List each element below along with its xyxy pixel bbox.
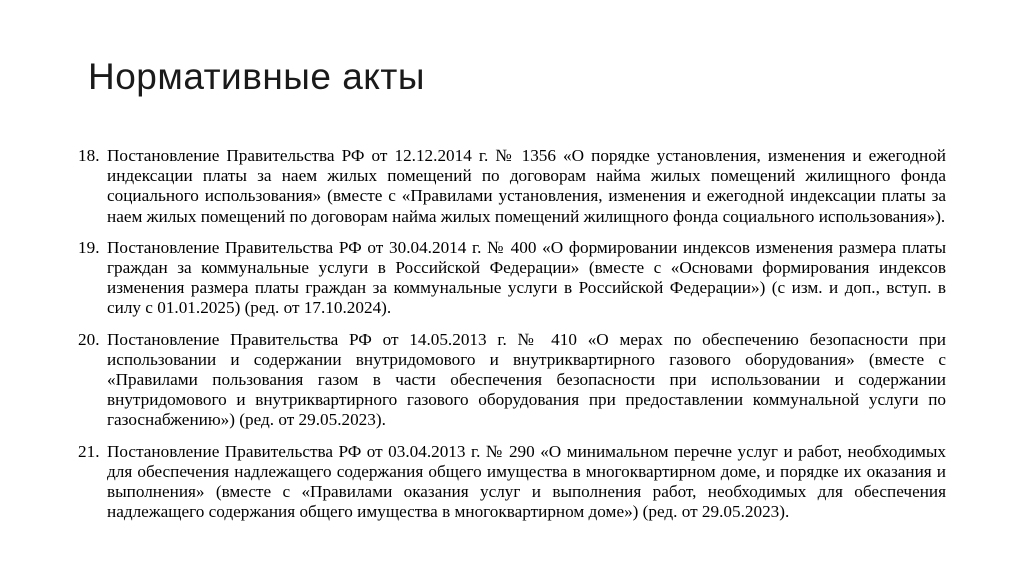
list-item <box>78 238 946 319</box>
acts-list <box>78 146 946 522</box>
list-item-text: Постановление Правительства РФ от 12.12.2014 г. № 1356 «О порядке установления, изменения и ежегодной индексации платы за наем жилых помещений по договорам найма жилых помещений жилищного фонда социального использования» (вместе с «Правилами установления, изменения и ежегодной индексации платы за наем жилых помещений по договорам найма жилых помещений жилищного фонда социального использования»). <box>107 146 946 226</box>
slide-title: Нормативные акты <box>88 56 425 97</box>
list-item <box>78 442 946 523</box>
list-item-number: 18. <box>78 146 100 165</box>
list-item-number: 20. <box>78 329 100 349</box>
list-item-number: 19. <box>78 237 100 257</box>
list-item-text: Постановление Правительства РФ от 14.05.2013 г. № 410 «О мерах по обеспечению безопасности при использовании и содержании внутридомового и внутриквартирного газового оборудования» (вместе с «Правилами пользования газом в части обеспечения безопасности при использовании и содержании внутридомового и внутриквартирного газового оборудования при предоставлении коммунальной услуги по газоснабжению») (ред. от 29.05.2023). <box>107 329 946 430</box>
list-item-text: Постановление Правительства РФ от 30.04.2014 г. № 400 «О формировании индексов изменения размера платы граждан за коммунальные услуги в Российской Федерации» (вместе с «Основами формирования индексов изменения размера платы граждан за коммунальные услуги в Российской Федерации») (с изм. и доп., вступ. в силу с 01.01.2025) (ред. от 17.10.2024). <box>107 237 946 318</box>
list-item <box>78 146 946 227</box>
list-item-number: 21. <box>78 441 100 461</box>
list-item <box>78 330 946 431</box>
list-item-text: Постановление Правительства РФ от 03.04.2013 г. № 290 «О минимальном перечне услуг и работ, необходимых для обеспечения надлежащего содержания общего имущества в многоквартирном доме, и порядке их оказания и выполнения» (вместе с «Правилами оказания услуг и выполнения работ, необходимых для обеспечения надлежащего содержания общего имущества в многоквартирном доме») (ред. от 29.05.2023). <box>107 441 946 522</box>
